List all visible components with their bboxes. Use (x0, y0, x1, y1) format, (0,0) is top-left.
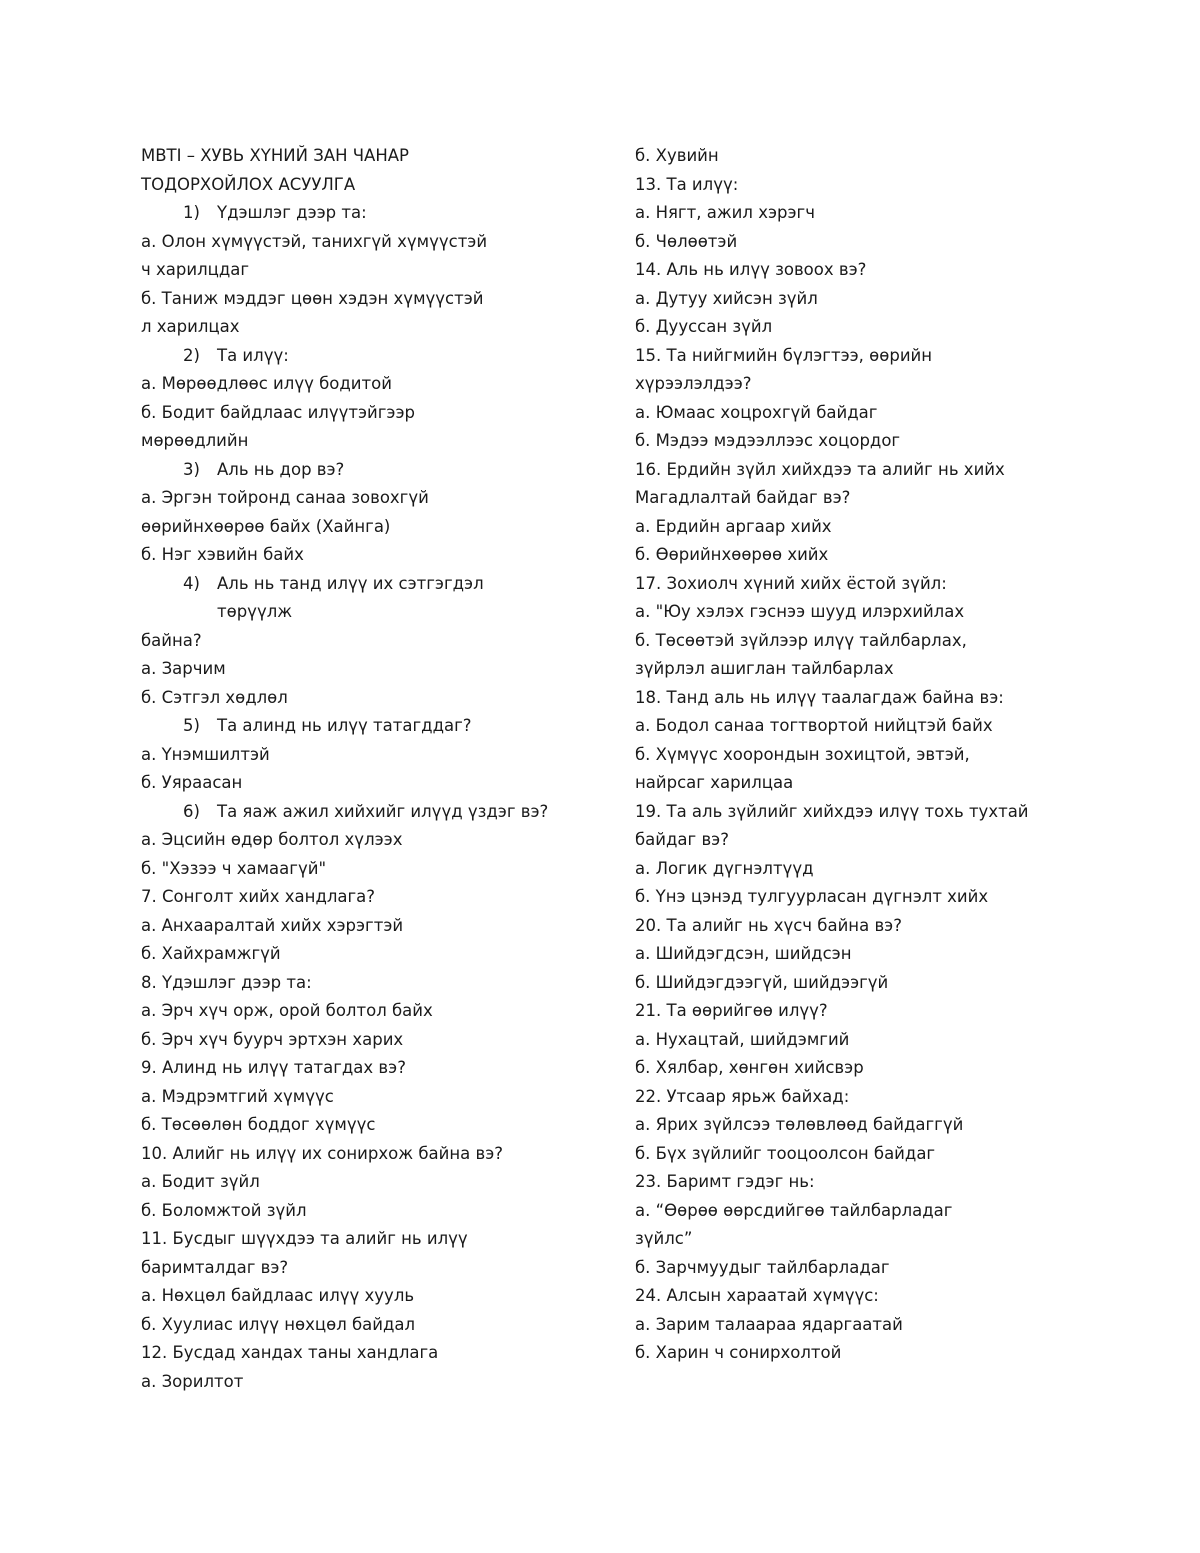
answer-8a: а. Эрч хүч орж, орой болтол байх (141, 1001, 433, 1020)
question-19-cont: байдаг вэ? (635, 830, 729, 849)
question-8: 8. Үдэшлэг дээр та: (141, 972, 312, 992)
question-15-cont: хүрээлэлдээ? (635, 374, 752, 393)
answer-16b: б. Өөрийнхөөрөө хийх (635, 545, 829, 564)
answer-18b-cont: найрсаг харилцаа (635, 773, 794, 792)
answer-1b: б. Таниж мэддэг цөөн хэдэн хүмүүстэй (141, 288, 484, 308)
answer-18a: а. Бодол санаа тогтвортой нийцтэй байх (635, 716, 993, 735)
answer-17b-cont: зүйрлэл ашиглан тайлбарлах (635, 659, 894, 678)
question-6 (141, 798, 621, 827)
question-17: 17. Зохиолч хүний хийх ёстой зүйл: (635, 573, 947, 593)
answer-2a: а. Мөрөөдлөөс илүү бодитой (141, 374, 392, 393)
answer-23b: б. Зарчмуудыг тайлбарладаг (635, 1257, 890, 1277)
answer-13b: б. Чөлөөтэй (635, 231, 738, 251)
answer-19a: а. Логик дүгнэлтүүд (635, 858, 814, 878)
answer-9b: б. Төсөөлөн боддог хүмүүс (141, 1115, 376, 1134)
answer-23a: а. “Өөрөө өөрсдийгөө тайлбарладаг (635, 1200, 953, 1220)
answer-14b: б. Дууссан зүйл (635, 317, 773, 336)
question-1 (141, 199, 621, 228)
answer-1b-cont: л харилцах (141, 317, 240, 336)
question-4 (141, 570, 621, 599)
answer-12b: б. Хувийн (635, 146, 719, 165)
question-13: 13. Та илүү: (635, 174, 739, 194)
answer-11b: б. Хуулиас илүү нөхцөл байдал (141, 1314, 416, 1334)
question-19: 19. Та аль зүйлийг хийхдээ илүү тохь тухтай (635, 801, 1029, 821)
question-11: 11. Бусдыг шүүхдээ та алийг нь илүү (141, 1229, 468, 1248)
question-24: 24. Алсын хараатай хүмүүс: (635, 1286, 879, 1305)
answer-10b: б. Боломжтой зүйл (141, 1200, 307, 1220)
question-text: Та илүү: (217, 345, 289, 365)
question-2 (141, 342, 621, 371)
answer-7b: б. Хайхрамжгүй (141, 944, 281, 963)
answer-1a: а. Олон хүмүүстэй, танихгүй хүмүүстэй (141, 231, 488, 251)
answer-4b: б. Сэтгэл хөдлөл (141, 687, 288, 707)
answer-20a: а. Шийдэгдсэн, шийдсэн (635, 944, 852, 963)
answer-7a: а. Анхааралтай хийх хэрэгтэй (141, 915, 404, 935)
question-18: 18. Танд аль нь илүү таалагдаж байна вэ: (635, 687, 1004, 707)
answer-23a-cont: зүйлс” (635, 1229, 693, 1248)
question-14: 14. Аль нь илүү зовоох вэ? (635, 260, 867, 279)
answer-17a: а. "Юу хэлэх гэснээ шууд илэрхийлах (635, 602, 965, 621)
question-text: Үдэшлэг дээр та: (217, 203, 367, 222)
answer-12a: а. Зорилтот (141, 1371, 244, 1391)
answer-6a: а. Эцсийн өдөр болтол хүлээх (141, 830, 403, 849)
answer-4a: а. Зарчим (141, 659, 226, 678)
left-column (141, 142, 621, 1396)
answer-2b: б. Бодит байдлаас илүүтэйгээр (141, 402, 416, 422)
answer-22a: а. Ярих зүйлсээ төлөвлөөд байдаггүй (635, 1115, 964, 1134)
question-3 (141, 456, 621, 485)
answer-8b: б. Эрч хүч буурч эртхэн харих (141, 1029, 404, 1049)
question-22: 22. Утсаар ярьж байхад: (635, 1086, 850, 1106)
question-4-end: байна? (141, 630, 202, 650)
answer-10a: а. Бодит зүйл (141, 1172, 260, 1191)
answer-5a: а. Үнэмшилтэй (141, 744, 270, 764)
document-subtitle: ТОДОРХОЙЛОХ АСУУЛГА (141, 174, 356, 194)
question-number: 2) (183, 345, 200, 365)
question-5 (141, 712, 621, 741)
question-10: 10. Алийг нь илүү их сонирхож байна вэ? (141, 1143, 504, 1163)
question-7: 7. Сонголт хийх хандлага? (141, 887, 376, 906)
question-9: 9. Алинд нь илүү татагдах вэ? (141, 1058, 406, 1077)
answer-5b: б. Уяраасан (141, 773, 243, 792)
answer-3a: а. Эргэн тойронд санаа зовохгүй (141, 488, 429, 507)
answer-21b: б. Хялбар, хөнгөн хийсвэр (635, 1058, 864, 1077)
question-16: 16. Ердийн зүйл хийхдээ та алийг нь хийх (635, 459, 1005, 479)
question-23: 23. Баримт гэдэг нь: (635, 1172, 815, 1191)
document-title: MBTI – ХУВЬ ХҮНИЙ ЗАН ЧАНАР (141, 146, 409, 165)
answer-24a: а. Зарим талаараа ядаргаатай (635, 1314, 903, 1334)
answer-6b: б. "Хэзээ ч хамаагүй" (141, 858, 327, 878)
right-column (635, 142, 1155, 1368)
question-11-cont: баримталдаг вэ? (141, 1257, 289, 1277)
answer-24b: б. Харин ч сонирхолтой (635, 1343, 842, 1362)
question-text: Аль нь дор вэ? (217, 459, 345, 479)
question-text: Аль нь танд илүү их сэтгэгдэл (217, 573, 484, 593)
answer-22b: б. Бүх зүйлийг тооцоолсон байдаг (635, 1143, 936, 1163)
question-15: 15. Та нийгмийн бүлэгтээ, өөрийн (635, 345, 933, 365)
question-number: 5) (183, 716, 200, 735)
answer-21a: а. Нухацтай, шийдэмгий (635, 1029, 850, 1049)
question-4-cont: төрүүлж (217, 602, 293, 621)
question-number: 6) (183, 801, 200, 821)
answer-20b: б. Шийдэгдээгүй, шийдээгүй (635, 972, 889, 992)
answer-11a: а. Нөхцөл байдлаас илүү хууль (141, 1286, 415, 1305)
question-number: 3) (183, 459, 200, 479)
question-20: 20. Та алийг нь хүсч байна вэ? (635, 915, 902, 935)
question-16-cont: Магадлалтай байдаг вэ? (635, 488, 851, 507)
question-number: 4) (183, 573, 200, 593)
question-text: Та алинд нь илүү татагддаг? (217, 716, 472, 735)
answer-15a: а. Юмаас хоцрохгүй байдаг (635, 402, 878, 422)
question-12: 12. Бусдад хандах таны хандлага (141, 1343, 439, 1362)
question-number: 1) (183, 203, 200, 222)
answer-14a: а. Дутуу хийсэн зүйл (635, 288, 818, 308)
answer-15b: б. Мэдээ мэдээллээс хоцордог (635, 431, 901, 450)
answer-2b-cont: мөрөөдлийн (141, 431, 249, 450)
question-text: Та яаж ажил хийхийг илүүд үздэг вэ? (217, 801, 549, 821)
answer-17b: б. Төсөөтэй зүйлээр илүү тайлбарлах, (635, 630, 967, 650)
answer-9a: а. Мэдрэмтгий хүмүүс (141, 1086, 334, 1106)
answer-16a: а. Ердийн аргаар хийх (635, 516, 832, 536)
answer-3a-cont: өөрийнхөөрөө байх (Хайнга) (141, 516, 391, 536)
answer-3b: б. Нэг хэвийн байх (141, 545, 304, 564)
answer-13a: а. Нягт, ажил хэрэгч (635, 203, 815, 222)
answer-1a-cont: ч харилцдаг (141, 260, 250, 279)
question-21: 21. Та өөрийгөө илүү? (635, 1001, 828, 1020)
answer-18b: б. Хүмүүс хоорондын зохицтой, эвтэй, (635, 744, 970, 764)
answer-19b: б. Үнэ цэнэд тулгуурласан дүгнэлт хийх (635, 887, 989, 906)
